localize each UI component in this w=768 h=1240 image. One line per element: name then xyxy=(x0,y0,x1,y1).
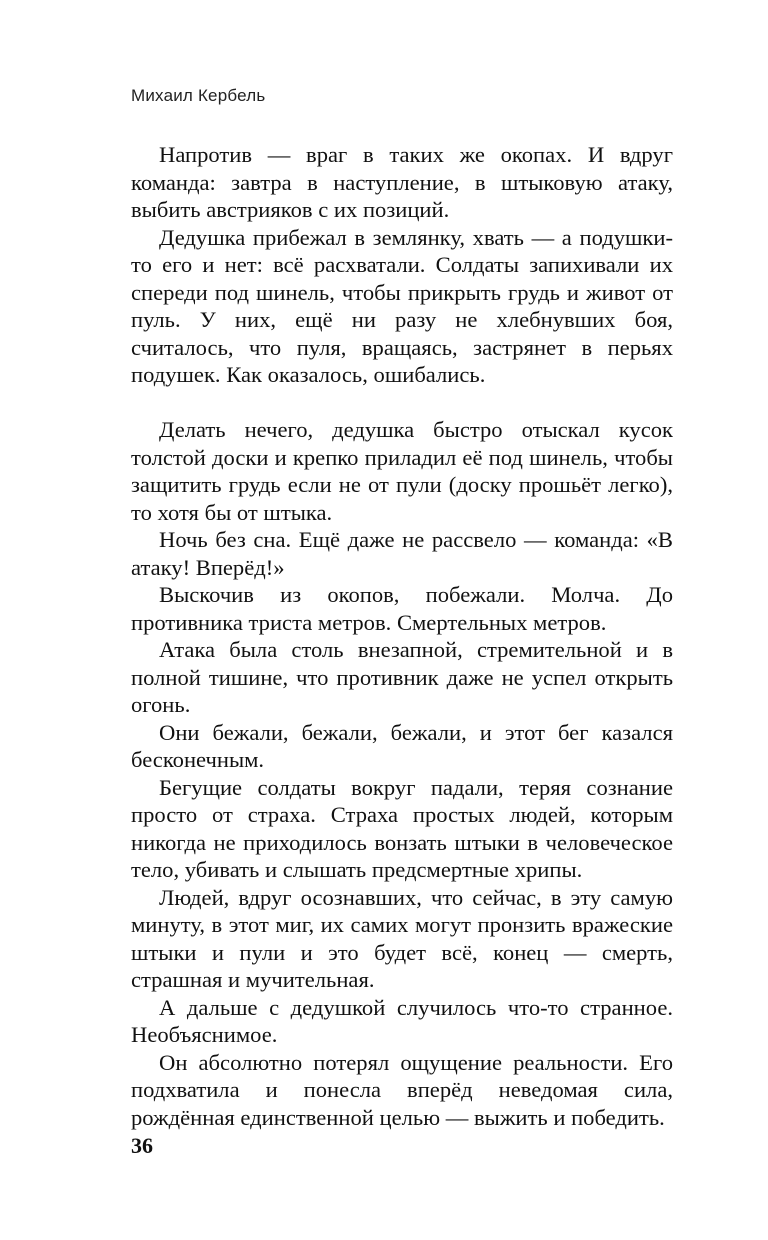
page-number: 36 xyxy=(131,1133,153,1158)
body-text xyxy=(131,141,673,1131)
section-break xyxy=(131,389,673,417)
running-header-author: Михаил Кербель xyxy=(131,86,266,105)
paragraph: Дедушка прибежал в землянку, хвать — а подушки-то его и нет: всё расхватали. Солдаты запихивали их спереди под шинель, чтобы прикрыть грудь и живот от пуль. У них, ещё ни разу не хлебнувших боя, считалось, что пуля, вращаясь, застрянет в перьях подушек. Как оказалось, ошибались. xyxy=(131,224,673,387)
paragraph: Напротив — враг в таких же окопах. И вдруг команда: завтра в наступление, в штыковую атаку, выбить австрияков с их позиций. xyxy=(131,142,673,222)
paragraph: Выскочив из окопов, побежали. Молча. До противника триста метров. Смертельных метров. xyxy=(131,582,673,635)
paragraph: Людей, вдруг осознавших, что сейчас, в эту самую минуту, в этот миг, их самих могут пронзить вражеские штыки и пули и это будет всё, конец — смерть, страшная и мучительная. xyxy=(131,884,673,992)
paragraph: Делать нечего, дедушка быстро отыскал кусок толстой доски и крепко приладил её под шинель, чтобы защитить грудь если не от пули (доску прошьёт легко), то хотя бы от штыка. xyxy=(131,417,673,525)
paragraph: А дальше с дедушкой случилось что-то странное. Необъяснимое. xyxy=(131,994,673,1047)
paragraph: Они бежали, бежали, бежали, и этот бег казался бесконечным. xyxy=(131,719,673,772)
paragraph: Он абсолютно потерял ощущение реальности. Его подхватила и понесла вперёд неведомая сила, рождённая единственной целью — выжить и победить. xyxy=(131,1049,673,1130)
paragraph: Ночь без сна. Ещё даже не рассвело — команда: «В атаку! Вперёд!» xyxy=(131,527,673,580)
paragraph: Атака была столь внезапной, стремительной и в полной тишине, что противник даже не успел открыть огонь. xyxy=(131,637,673,717)
paragraph: Бегущие солдаты вокруг падали, теряя сознание просто от страха. Страха простых людей, которым никогда не приходилось вонзать штыки в человеческое тело, убивать и слышать предсмертные хрипы. xyxy=(131,774,673,882)
